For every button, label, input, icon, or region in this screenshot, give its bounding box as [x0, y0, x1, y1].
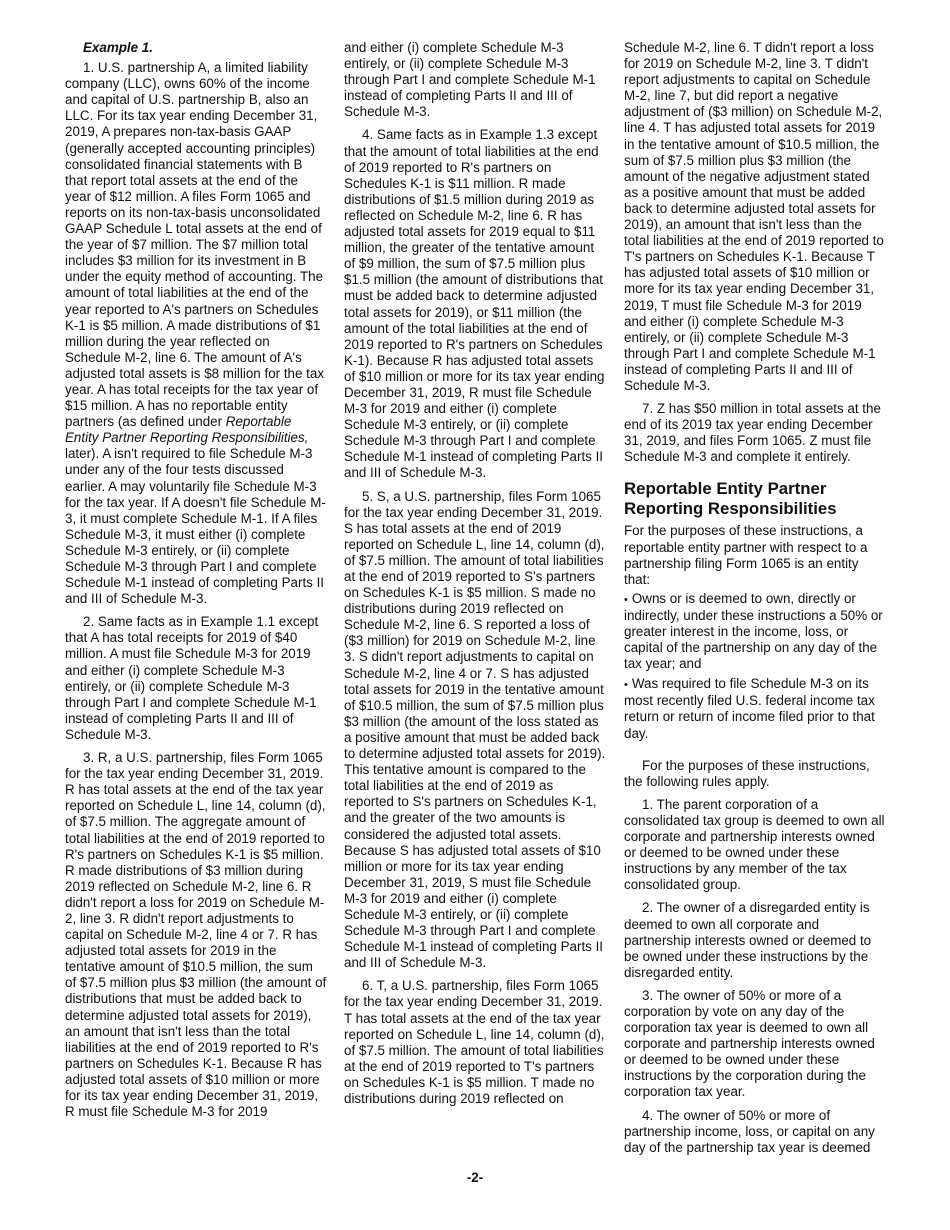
- rule-1: 1. The parent corporation of a consolidated tax group is deemed to own all corporate and partnership interests owned or deemed to be owned under these instructions by any member of the tax consolidated group.: [624, 796, 885, 893]
- section-heading: Reportable Entity Partner Reporting Responsibilities: [624, 479, 837, 519]
- example-paragraph-1: 1. U.S. partnership A, a limited liability company (LLC), owns 60% of the income and capital of U.S. partnership B, also an LLC. For its tax year ending December 31, 2019, A prepares non-tax-basis GAAP (generally accepted accounting principles) consolidated financial statements with B that report total assets at the end of the year of $12 million. A files Form 1065 and reports on its non-tax-basis unconsolidated GAAP Schedule L total assets at the end of the year of $7 million. The $7 million total includes $3 million for its investment in B under the equity method of accounting. The amount of total liabilities at the end of the year reported to A's partners on Schedules K-1 is $5 million. A made distributions of $1 million during the year reflected on Schedule M-2, line 6. The amount of A's adjusted total assets is $8 million for the tax year. A has total receipts for the tax year of $15 million. A has no reportable entity partners (as defined under Reportable Entity Partner Reporting Responsibilities, later). A isn't required to file Schedule M-3 under any of the four tests discussed earlier. A may voluntarily file Schedule M-3 for the tax year. If A doesn't file Schedule M-3, it must complete Schedule M-1. If A files Schedule M-3, it must either (i) complete Schedule M-3 entirely, or (ii) complete Schedule M-3 through Part I and complete Schedule M-1 instead of completing Parts II and III of Schedule M-3.: [65, 60, 326, 607]
- bullet-item: • Owns or is deemed to own, directly or indirectly, under these instructions a 50% or greater interest in the income, loss, or capital of the partnership on any day of the tax year; and: [624, 590, 883, 672]
- example-paragraph-6-continued: Schedule M-2, line 6. T didn't report a loss for 2019 on Schedule M-2, line 3. T didn't report adjustments to capital on Schedule M-2, line 7, but did report a negative adjustment of ($3 million) on Schedule M-2, line 4. T has adjusted total assets for 2019 in the tentative amount of $10.5 million, the sum of $7.5 million plus $3 million (the amount of the negative adjustment stated as a positive amount that must be added back to determine adjusted total assets for 2019), an amount that isn't less than the total liabilities at the end of 2019 reported to T's partners on Schedules K-1. Because T has adjusted total assets of $10 million or more for its tax year ending December 31, 2019, T must file Schedule M-3 for 2019 and either (i) complete Schedule M-3 entirely, or (ii) complete Schedule M-3 through Part I and complete Schedule M-1 instead of completing Parts II and III of Schedule M-3.: [624, 40, 884, 393]
- rule-4: 4. The owner of 50% or more of partnership income, loss, or capital on any day of the partnership tax year is deemed: [624, 1107, 875, 1155]
- example-paragraph-6: 6. T, a U.S. partnership, files Form 1065 for the tax year ending December 31, 2019. T has total assets at the end of the tax year reported on Schedule L, line 14, column (d), of $7.5 million. The amount of total liabilities at the end of 2019 reported to T's partners on Schedules K-1 is $5 million. T made no distributions during 2019 reflected on: [344, 978, 605, 1106]
- rule-2: 2. The owner of a disregarded entity is deemed to own all corporate and partnership interests owned or deemed to be owned under these instructions by the disregarded entity.: [624, 900, 872, 980]
- example-paragraph-2: 2. Same facts as in Example 1.1 except that A has total receipts for 2019 of $40 million. A must file Schedule M-3 for 2019 and either (i) complete Schedule M-3 entirely, or (ii) complete Schedule M-3 through Part I and complete Schedule M-1 instead of completing Parts II and III of Schedule M-3.: [65, 614, 319, 742]
- column-middle: [344, 40, 606, 1107]
- example-paragraph-7: 7. Z has $50 million in total assets at the end of its 2019 tax year ending December 31, 2019, and files Form 1065. Z must file Schedule M-3 and complete it entirely.: [624, 401, 881, 465]
- example-paragraph-4: 4. Same facts as in Example 1.3 except that the amount of total liabilities at the end of 2019 reported to R's partners on Schedules K-1 is $11 million. R made distributions of $1.5 million during 2019 as reflected on Schedule M-2, line 6. R has adjusted total assets for 2019 equal to $11 million, the greater of the tentative amount of $9 million, the sum of $7.5 million plus $1.5 million (the amount of distributions that must be added back to determine adjusted total assets for 2019), or $11 million (the amount of the total liabilities at the end of 2019 reported to R's partners on Schedules K-1). Because R has adjusted total assets of $10 million or more for its tax year ending December 31, 2019, R must file Schedule M-3 for 2019 and either (i) complete Schedule M-3 entirely, or (ii) complete Schedule M-3 through Part I and complete Schedule M-1 instead of completing Parts II and III of Schedule M-3.: [344, 127, 605, 481]
- column-right: [624, 40, 886, 1156]
- page-number: -2-: [466, 1170, 484, 1185]
- bullet-item: • Was required to file Schedule M-3 on its most recently filed U.S. federal income tax return or return of income filed prior to that day.: [624, 676, 875, 741]
- bullet-icon: •: [624, 679, 628, 692]
- column-left: [65, 40, 327, 1120]
- example-paragraph-3-continued: and either (i) complete Schedule M-3 entirely, or (ii) complete Schedule M-3 through Part I and complete Schedule M-1 instead of completing Parts II and III of Schedule M-3.: [344, 40, 596, 120]
- rule-3: 3. The owner of 50% or more of a corporation by vote on any day of the corporation tax year is deemed to own all corporate and partnership interests owned or deemed to be owned under these instructions by the corporation during the corporation tax year.: [624, 987, 875, 1100]
- bullet-icon: •: [624, 593, 628, 606]
- section-intro: For the purposes of these instructions, a reportable entity partner with respect to a partnership filing Form 1065 is an entity that:: [624, 523, 868, 587]
- example-paragraph-5: 5. S, a U.S. partnership, files Form 1065 for the tax year ending December 31, 2019. S has total assets at the end of 2019 reported on Schedule L, line 14, column (d), of $7.5 million. The amount of total liabilities at the end of 2019 reported to S's partners on Schedules K-1 is $5 million. S made no distributions during 2019 reflected on Schedule M-2, line 6. S reported a loss of ($3 million) for 2019 on Schedule M-2, line 3. S didn't report adjustments to capital on Schedule M-2, line 4 or 7. S has adjusted total assets for 2019 in the tentative amount of $10.5 million, the sum of $7.5 million plus $3 million (the amount of the loss stated as a positive amount that must be added back to determine adjusted total assets for 2019). This tentative amount is compared to the total liabilities at the end of 2019 as reported to S's partners on Schedules K-1, and the greater of the two amounts is considered the adjusted total assets. Because S has adjusted total assets of $10 million or more for its tax year ending December 31, 2019, S must file Schedule M-3 for 2019 and either (i) complete Schedule M-3 entirely, or (ii) complete Schedule M-3 through Part I and complete Schedule M-1 instead of completing Parts II and III of Schedule M-3.: [344, 488, 606, 971]
- example-paragraph-3: 3. R, a U.S. partnership, files Form 1065 for the tax year ending December 31, 2019. R has total assets at the end of the tax year reported on Schedule L, line 14, column (d), of $7.5 million. The aggregate amount of total liabilities at the end of 2019 reported to R's partners on Schedules K-1 is $5 million. R made distributions of $3 million during 2019 reflected on Schedule M-2, line 6. R didn't report a loss for 2019 on Schedule M-2, line 3. R didn't report adjustments to capital on Schedule M-2, line 4 or 7. R has adjusted total assets for 2019 in the tentative amount of $10.5 million, the sum of $7.5 million plus $3 million (the amount of distributions that must be added back to determine adjusted total assets for 2019), an amount that isn't less than the total liabilities at the end of 2019 reported to R's partners on Schedules K-1. Because R has adjusted total assets of $10 million or more for its tax year ending December 31, 2019, R must file Schedule M-3 for 2019: [65, 750, 327, 1120]
- cross-reference: Reportable Entity Partner Reporting Responsibilities,: [65, 414, 309, 446]
- example-title: Example 1.: [83, 40, 153, 55]
- rules-intro: For the purposes of these instructions, the following rules apply.: [624, 757, 870, 789]
